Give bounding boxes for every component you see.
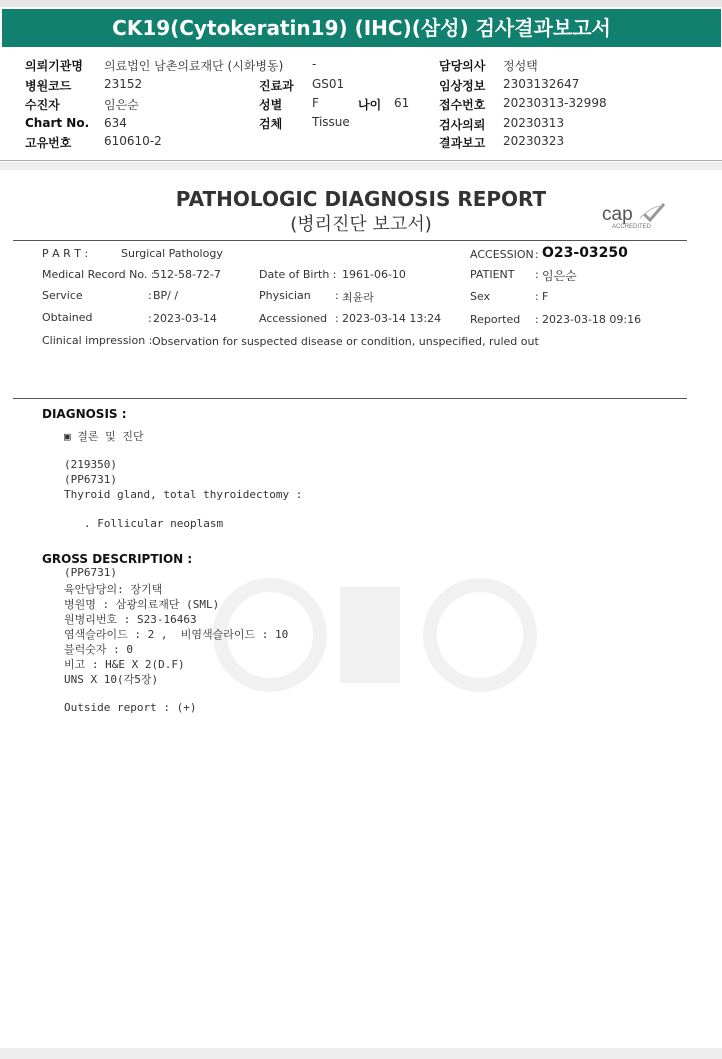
cap-logo-text: cap: [602, 204, 633, 225]
report-title-ko: (병리진단 보고서): [290, 214, 432, 235]
page-title: CK19(Cytokeratin19) (IHC)(삼성) 검사결과보고서: [2, 9, 721, 47]
age-value: 61: [394, 96, 410, 110]
bottom-strip: [0, 1048, 722, 1059]
report-mid-rule: [13, 398, 687, 399]
request-label: 검사의뢰: [439, 118, 486, 132]
diagnosis-line: ▣ 결론 및 진단: [64, 430, 144, 443]
specimen-value: Tissue: [312, 115, 350, 129]
diagnosis-heading: DIAGNOSIS :: [42, 407, 127, 421]
hospital-code-label: 병원코드: [25, 79, 72, 93]
sex-value-report: F: [542, 290, 549, 303]
specimen-label: 검체: [259, 117, 283, 131]
patient-label-report: PATIENT: [470, 268, 515, 281]
obtained-value: 2023-03-14: [153, 312, 217, 325]
institution-dash: -: [312, 57, 317, 71]
physician-value: 최윤라: [342, 291, 374, 304]
clinical-impression-label: Clinical impression :: [42, 334, 153, 347]
sex-label: 성별: [259, 98, 283, 112]
section-gap: [0, 162, 722, 170]
patient-label: 수진자: [25, 98, 60, 112]
sex-value: F: [312, 96, 319, 110]
cap-accredited-logo: [600, 200, 670, 230]
gross-line: 블럭숫자 : 0: [64, 643, 133, 656]
diagnosis-line: (219350): [64, 458, 117, 471]
clinical-info-value: 2303132647: [503, 77, 580, 91]
hospital-code-value: 23152: [104, 77, 143, 91]
unique-label: 고유번호: [25, 136, 72, 150]
obtained-colon: :: [148, 312, 152, 325]
patient-value-report: 임은순: [542, 269, 577, 283]
dob-value: 1961-06-10: [342, 268, 406, 281]
request-value: 20230313: [503, 116, 565, 130]
diagnosis-line: . Follicular neoplasm: [84, 517, 224, 530]
institution-label: 의뢰기관명: [25, 59, 83, 73]
gross-line: UNS X 10(각5장): [64, 673, 159, 686]
report-top-rule: [13, 240, 687, 241]
part-label: P A R T :: [42, 247, 89, 260]
sex-colon: :: [535, 290, 539, 303]
result-label: 결과보고: [439, 136, 486, 150]
chart-value: 634: [104, 116, 127, 130]
gross-line: 병원명 : 삼광의료재단 (SML): [64, 598, 220, 611]
doctor-value: 정성택: [503, 59, 538, 73]
result-value: 20230323: [503, 134, 565, 148]
accession-label: ACCESSION: [470, 248, 534, 261]
patient-colon: :: [535, 268, 539, 281]
top-strip: [0, 0, 722, 7]
clinical-info-label: 임상정보: [439, 79, 486, 93]
gross-heading: GROSS DESCRIPTION :: [42, 552, 193, 566]
service-label: Service: [42, 289, 83, 302]
chart-label: Chart No.: [25, 116, 90, 130]
gross-line: 염색슬라이드 : 2 , 비염색슬라이드 : 10: [64, 628, 289, 641]
dept-label: 진료과: [259, 79, 294, 93]
watermark-logo: [210, 575, 550, 695]
service-value: BP/ /: [153, 289, 179, 302]
gross-line: Outside report : (+): [64, 701, 197, 714]
accessioned-label: Accessioned: [259, 312, 328, 325]
accession-value: O23-03250: [542, 245, 628, 261]
doctor-label: 담당의사: [439, 59, 486, 73]
report-title-en: PATHOLOGIC DIAGNOSIS REPORT: [175, 187, 547, 211]
clinical-impression-value: Observation for suspected disease or condition, unspecified, ruled out: [152, 335, 539, 348]
gross-line: 원병리번호 : S23-16463: [64, 613, 197, 626]
reported-colon: :: [535, 313, 539, 326]
receipt-label: 접수번호: [439, 98, 486, 112]
physician-label: Physician: [259, 289, 311, 302]
service-colon: :: [148, 289, 152, 302]
dept-value: GS01: [312, 77, 345, 91]
mrn-label: Medical Record No. :: [42, 268, 155, 281]
part-value: Surgical Pathology: [121, 247, 223, 260]
obtained-label: Obtained: [42, 311, 93, 324]
reported-value: 2023-03-18 09:16: [542, 313, 642, 326]
patient-value: 임은순: [104, 98, 139, 112]
gross-line: 육안담당의: 장기택: [64, 583, 163, 596]
reported-label: Reported: [470, 313, 521, 326]
diagnosis-line: Thyroid gland, total thyroidectomy :: [64, 488, 303, 501]
age-label: 나이: [358, 98, 382, 112]
header-divider: [0, 160, 722, 161]
mrn-value: 512-58-72-7: [153, 268, 221, 281]
dob-label: Date of Birth :: [259, 268, 337, 281]
unique-value: 610610-2: [104, 134, 162, 148]
gross-line: 비고 : H&E X 2(D.F): [64, 658, 185, 671]
accession-colon: :: [535, 248, 539, 261]
gross-line: (PP6731): [64, 566, 117, 579]
accessioned-value: 2023-03-14 13:24: [342, 312, 442, 325]
sex-label-report: Sex: [470, 290, 491, 303]
accessioned-colon: :: [335, 312, 339, 325]
cap-logo-subtext: ACCREDITED: [612, 224, 652, 230]
institution-value: 의료법인 남촌의료재단 (시화병동): [104, 59, 284, 73]
diagnosis-line: (PP6731): [64, 473, 117, 486]
physician-colon: :: [335, 289, 339, 302]
receipt-value: 20230313-32998: [503, 96, 607, 110]
